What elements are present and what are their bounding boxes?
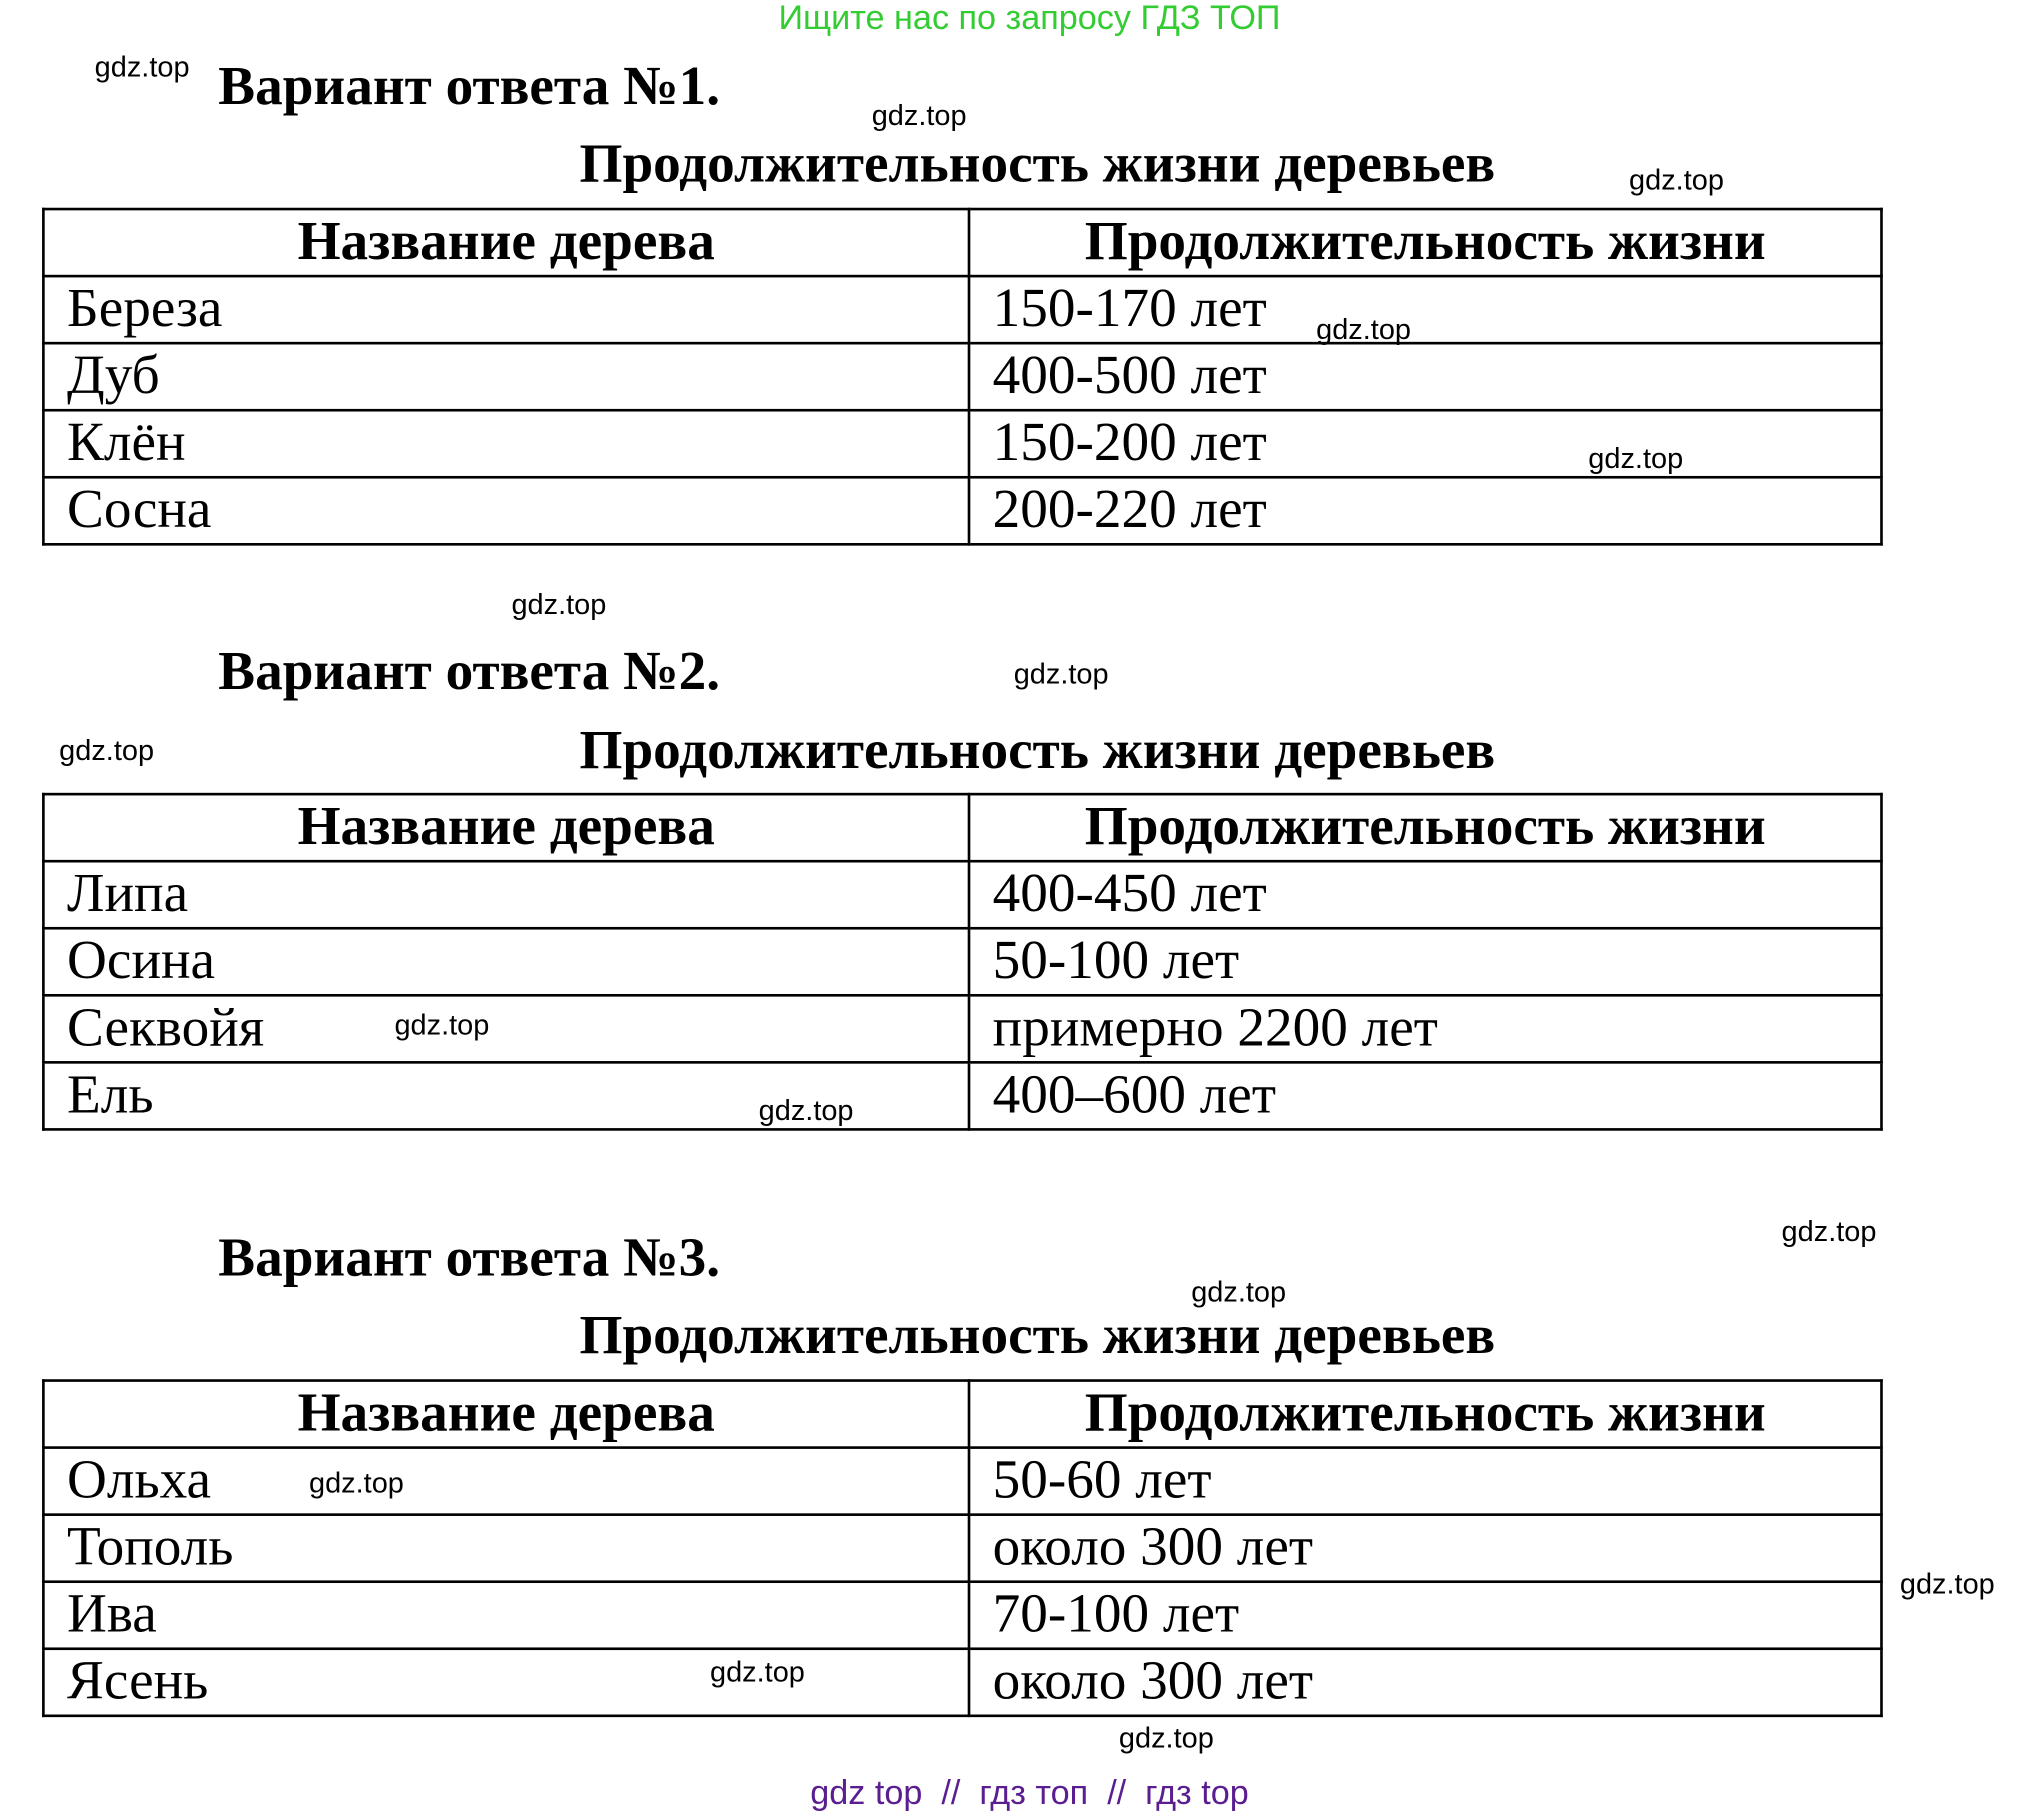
lifespan: примерно 2200 лет xyxy=(969,995,1881,1062)
lifespan: 400-500 лет xyxy=(969,343,1881,410)
table-row xyxy=(43,995,1881,1062)
variant-2-table xyxy=(42,793,1883,1131)
tree-name: Ольха xyxy=(43,1448,969,1515)
tree-name: Сосна xyxy=(43,477,969,544)
column-header: Название дерева xyxy=(43,1381,969,1448)
variant-1-title: Продолжительность жизни деревьев xyxy=(579,134,1496,195)
column-header: Продолжительность жизни xyxy=(969,794,1881,861)
variant-3-table xyxy=(42,1379,1883,1717)
table-row xyxy=(43,1649,1881,1716)
tree-name: Береза xyxy=(43,276,969,343)
watermark: gdz.top xyxy=(1013,657,1109,691)
column-header: Продолжительность жизни xyxy=(969,1381,1881,1448)
tree-name: Ель xyxy=(43,1062,969,1129)
table-row xyxy=(43,276,1881,343)
footer-links[interactable]: gdz top // гдз топ // гдз top xyxy=(810,1772,1249,1812)
watermark: gdz.top xyxy=(1316,312,1412,346)
lifespan: 150-200 лет xyxy=(969,410,1881,477)
table-header-row xyxy=(43,794,1881,861)
lifespan: около 300 лет xyxy=(969,1649,1881,1716)
lifespan: около 300 лет xyxy=(969,1515,1881,1582)
watermark: gdz.top xyxy=(1899,1567,1995,1601)
watermark: gdz.top xyxy=(94,49,190,83)
lifespan: 70-100 лет xyxy=(969,1582,1881,1649)
lifespan: 150-170 лет xyxy=(969,276,1881,343)
column-header: Название дерева xyxy=(43,209,969,276)
tree-name: Липа xyxy=(43,861,969,928)
variant-1-heading: Вариант ответа №1. xyxy=(218,56,721,118)
watermark: gdz.top xyxy=(59,733,155,767)
promo-banner[interactable]: Ищите нас по запросу ГДЗ ТОП xyxy=(778,0,1281,37)
tree-name: Ясень xyxy=(43,1649,969,1716)
table-row xyxy=(43,477,1881,544)
table-row xyxy=(43,343,1881,410)
tree-name: Тополь xyxy=(43,1515,969,1582)
variant-2-heading: Вариант ответа №2. xyxy=(218,641,721,703)
tree-name: Дуб xyxy=(43,343,969,410)
lifespan: 50-100 лет xyxy=(969,928,1881,995)
lifespan: 400-450 лет xyxy=(969,861,1881,928)
lifespan: 50-60 лет xyxy=(969,1448,1881,1515)
watermark: gdz.top xyxy=(1118,1721,1214,1754)
column-header: Продолжительность жизни xyxy=(969,209,1881,276)
tree-name: Ива xyxy=(43,1582,969,1649)
variant-3-title: Продолжительность жизни деревьев xyxy=(579,1305,1496,1367)
variant-3-heading: Вариант ответа №3. xyxy=(218,1228,721,1289)
tree-name: Осина xyxy=(43,928,969,995)
table-row xyxy=(43,1515,1881,1582)
table-row xyxy=(43,928,1881,995)
watermark: gdz.top xyxy=(871,98,967,132)
variant-1-table xyxy=(42,208,1883,546)
table-row xyxy=(43,861,1881,928)
watermark: gdz.top xyxy=(394,1008,490,1042)
column-header: Название дерева xyxy=(43,794,969,861)
tree-name: Клён xyxy=(43,410,969,477)
lifespan: 400–600 лет xyxy=(969,1062,1881,1129)
table-header-row xyxy=(43,209,1881,276)
watermark: gdz.top xyxy=(511,587,607,621)
watermark: gdz.top xyxy=(1191,1275,1287,1309)
watermark: gdz.top xyxy=(1629,163,1724,196)
watermark: gdz.top xyxy=(709,1655,805,1689)
tree-name: Секвойя xyxy=(43,995,969,1062)
table-row xyxy=(43,1062,1881,1129)
table-row xyxy=(43,1582,1881,1649)
table-header-row xyxy=(43,1381,1881,1448)
watermark: gdz.top xyxy=(1588,441,1684,475)
watermark: gdz.top xyxy=(758,1093,854,1127)
lifespan: 200-220 лет xyxy=(969,477,1881,544)
watermark: gdz.top xyxy=(308,1466,404,1499)
variant-2-title: Продолжительность жизни деревьев xyxy=(579,720,1496,781)
watermark: gdz.top xyxy=(1781,1214,1877,1248)
